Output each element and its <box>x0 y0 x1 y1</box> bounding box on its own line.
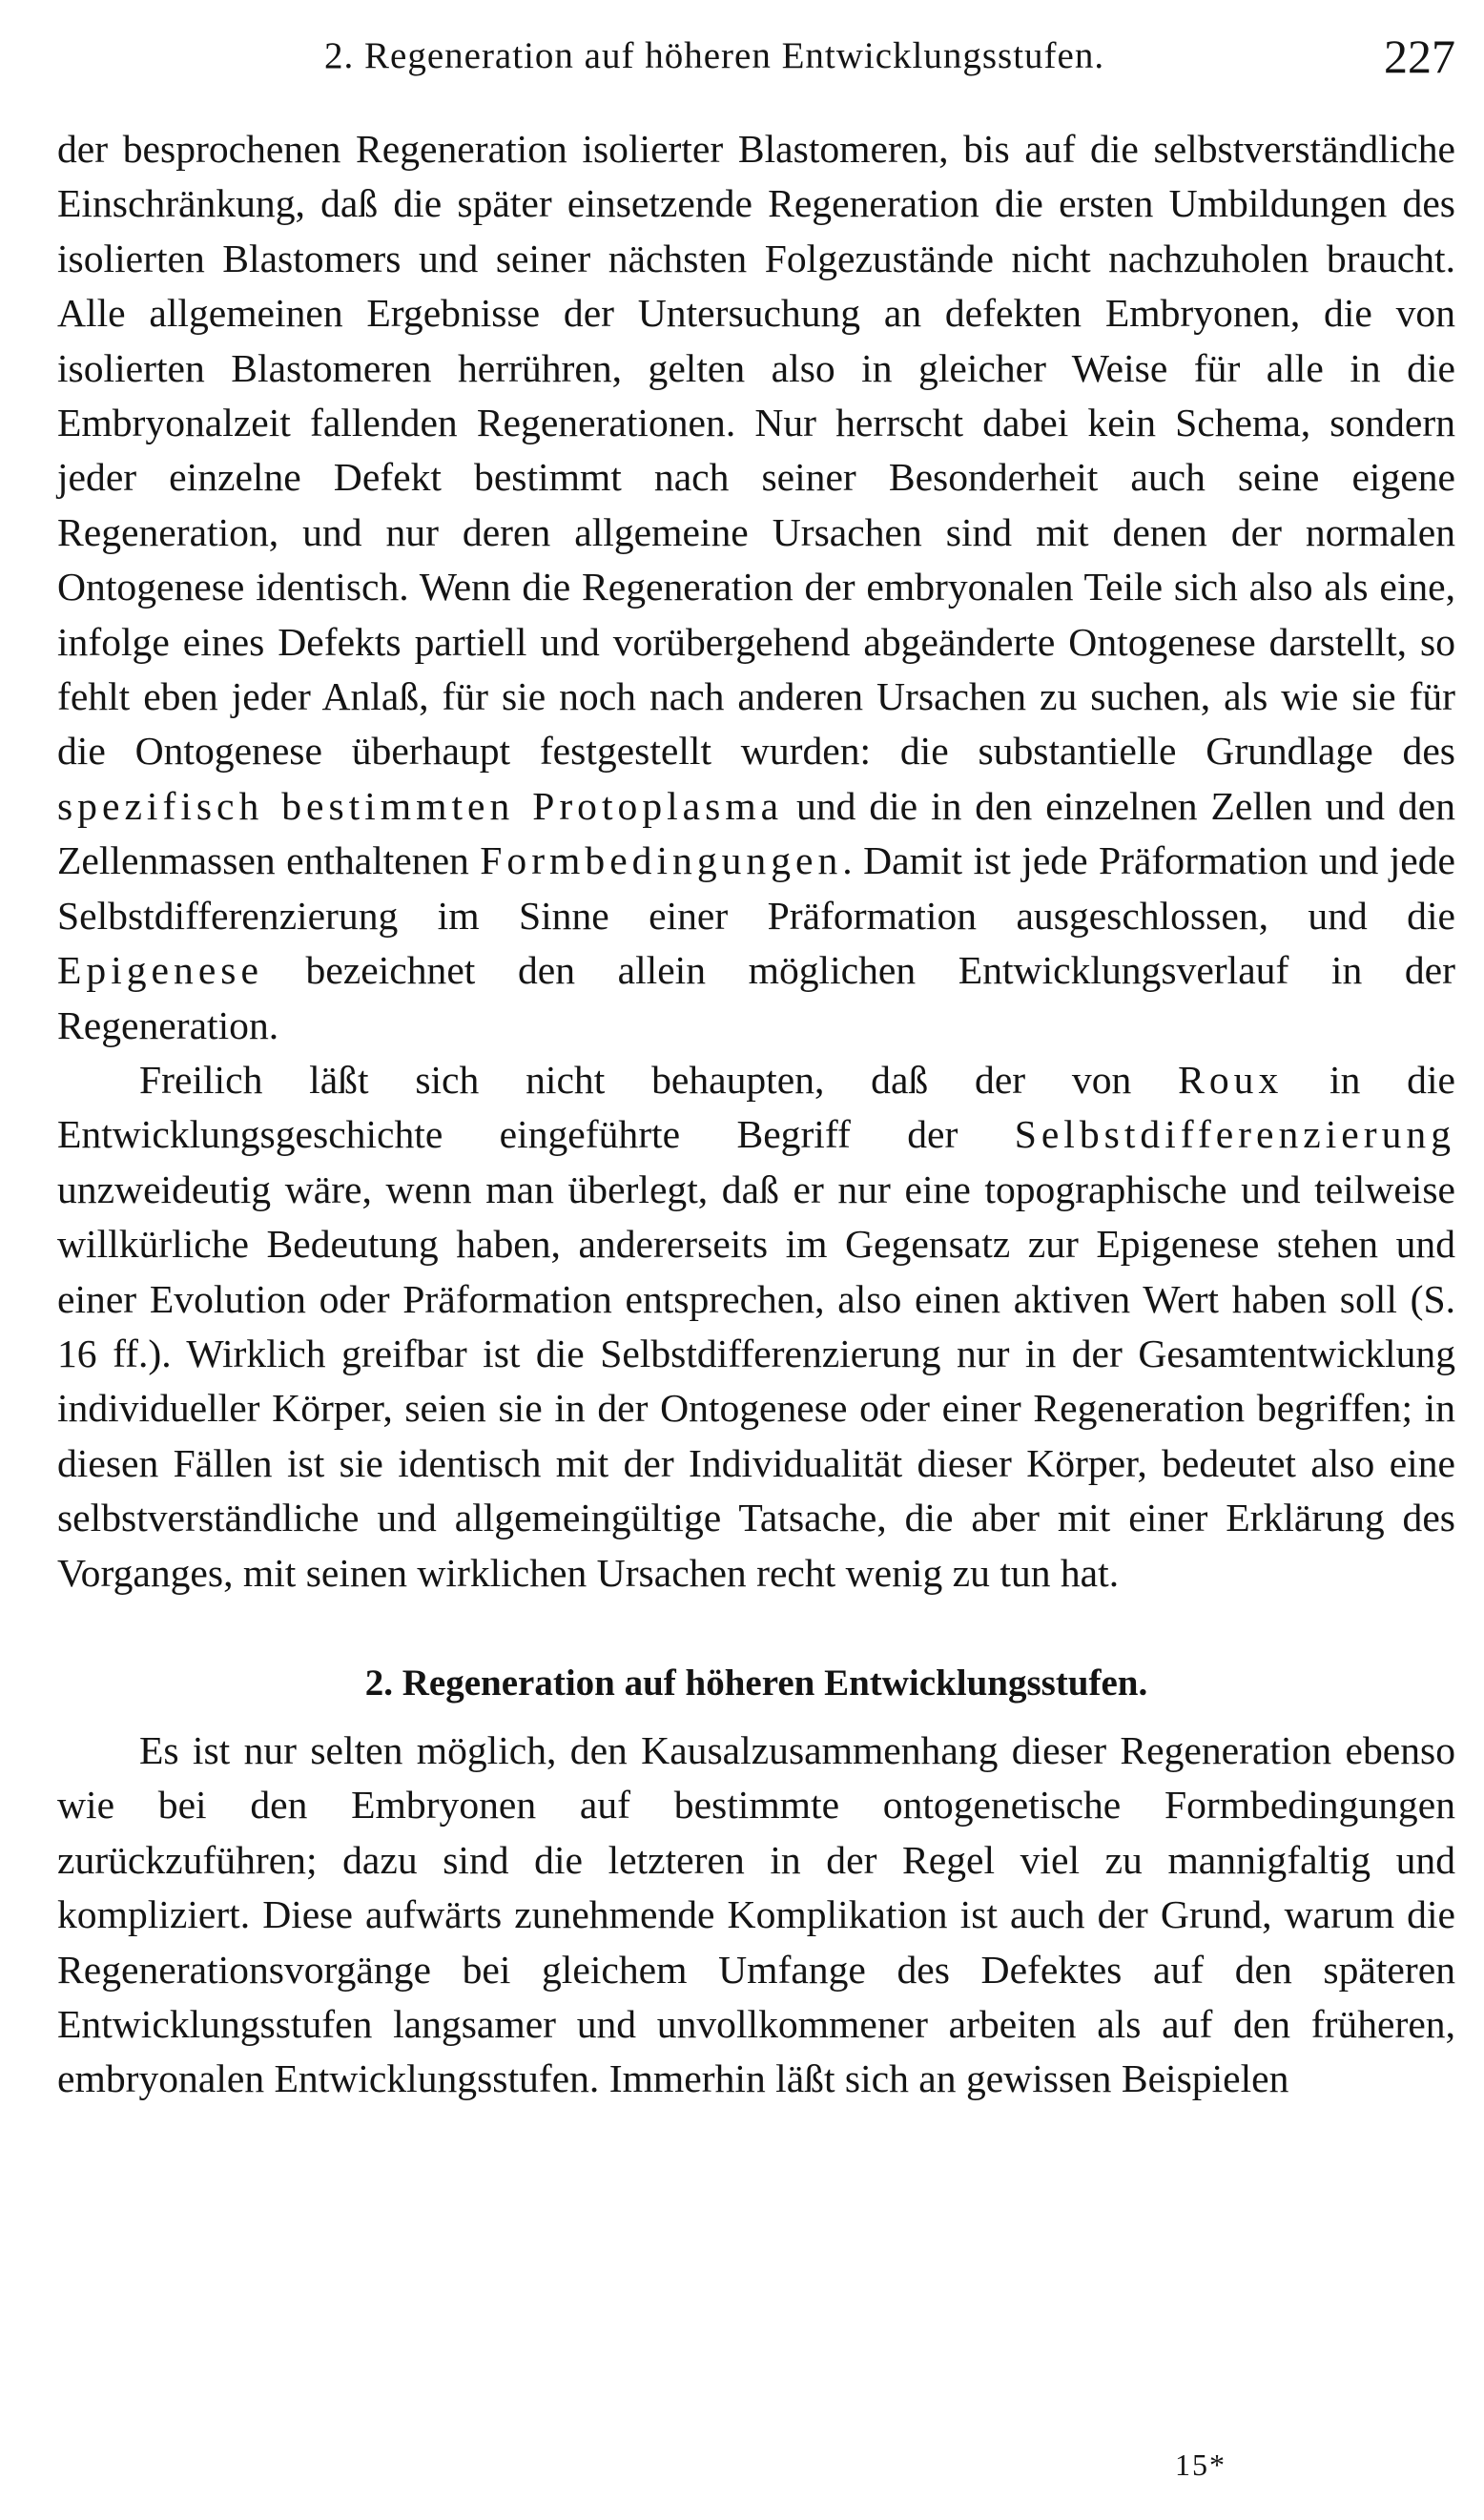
body-text <box>57 122 1455 2107</box>
paragraph-2-text-b: in die Entwicklungsgeschichte eingeführte Begriff der <box>57 1057 1455 1157</box>
emphasis-formbedingungen: Formbedingungen <box>480 838 843 883</box>
paragraph-2-text-c: unzweideutig wäre, wenn man überlegt, daß er nur eine topographische und teilweise willkürliche Bedeutung haben, andererseits im Gegensatz zur Epigenese stehen und einer Evolution oder Präformation entsprechen, also einen aktiven Wert haben soll (S. 16 ff.). Wirklich greifbar ist die Selbstdifferenzierung nur in der Gesamtentwicklung individueller Körper, seien sie in der Ontogenese oder einer Regeneration begriffen; in diesen Fällen ist sie identisch mit der Individualität dieser Körper, bedeutet also eine selbstverständliche und allgemeingültige Tatsache, die aber mit einer Erklärung des Vorganges, mit seinen wirklichen Ursachen recht wenig zu tun hat. <box>57 1167 1455 1595</box>
paragraph-2 <box>57 1053 1455 1601</box>
signature-mark: 15* <box>1175 2448 1226 2482</box>
emphasis-selbstdifferenzierung: Selbstdifferenzierung <box>1014 1112 1455 1157</box>
paragraph-1-text-a: der besprochenen Regeneration isolierter Blastomeren, bis auf die selbstverständliche Einschränkung, daß die später einsetzende Regeneration die ersten Umbildungen des isolierten Blastomers und seiner nächsten Folgezustände nicht nachzuholen braucht. Alle allgemeinen Ergebnisse der Untersuchung an defekten Embryonen, die von isolierten Blastomeren herrühren, gelten also in gleicher Weise für alle in die Embryonalzeit fallenden Regenerationen. Nur herrscht dabei kein Schema, sondern jeder einzelne Defekt bestimmt nach seiner Besonderheit auch seine eigene Regeneration, und nur deren allgemeine Ursachen sind mit denen der normalen Ontogenese identisch. Wenn die Regeneration der embryonalen Teile sich also als eine, infolge eines Defekts partiell und vorübergehend abgeänderte Ontogenese darstellt, so fehlt eben jeder Anlaß, für sie noch nach anderen Ursachen zu suchen, als wie sie für die Ontogenese überhaupt festgestellt wurden: die substantielle Grundlage des <box>57 127 1455 774</box>
book-page <box>57 0 1455 2520</box>
running-head <box>57 30 1455 92</box>
emphasis-roux: Roux <box>1178 1057 1284 1102</box>
paragraph-1 <box>57 122 1455 1053</box>
section-heading: 2. Regeneration auf höheren Entwicklungsstufen. <box>364 1662 1148 1704</box>
paragraph-2-text-a: Freilich läßt sich nicht behaupten, daß der von <box>139 1057 1179 1102</box>
paragraph-1-text-d: bezeichnet den allein möglichen Entwicklungsverlauf in der Regeneration. <box>57 948 1455 1047</box>
emphasis-epigenese: Epigenese <box>57 948 263 993</box>
paragraph-1-text-b: und die in den einzelnen Zellen und den Zellenmassen enthaltenen <box>57 783 1455 883</box>
emphasis-protoplasma: spezifisch bestimmten Protoplasma <box>57 783 784 828</box>
page-number: 227 <box>1384 30 1455 83</box>
paragraph-1-text-c: . Damit ist jede Präformation und jede Selbstdifferenzierung im Sinne einer Präformation ausgeschlossen, und die <box>57 838 1455 938</box>
paragraph-3: Es ist nur selten möglich, den Kausalzusammenhang dieser Regeneration ebenso wie bei den Embryonen auf bestimmte ontogenetische Formbedingungen zurückzuführen; dazu sind die letzteren in der Regel viel zu mannigfaltig und kompliziert. Diese aufwärts zunehmende Komplikation ist auch der Grund, warum die Regenerationsvorgänge bei gleichem Umfange des Defektes auf den späteren Entwicklungsstufen langsamer und unvollkommener arbeiten als auf den früheren, embryonalen Entwicklungsstufen. Immerhin läßt sich an gewissen Beispielen <box>57 1727 1455 2101</box>
running-title: 2. Regeneration auf höheren Entwicklungsstufen. <box>324 35 1105 76</box>
